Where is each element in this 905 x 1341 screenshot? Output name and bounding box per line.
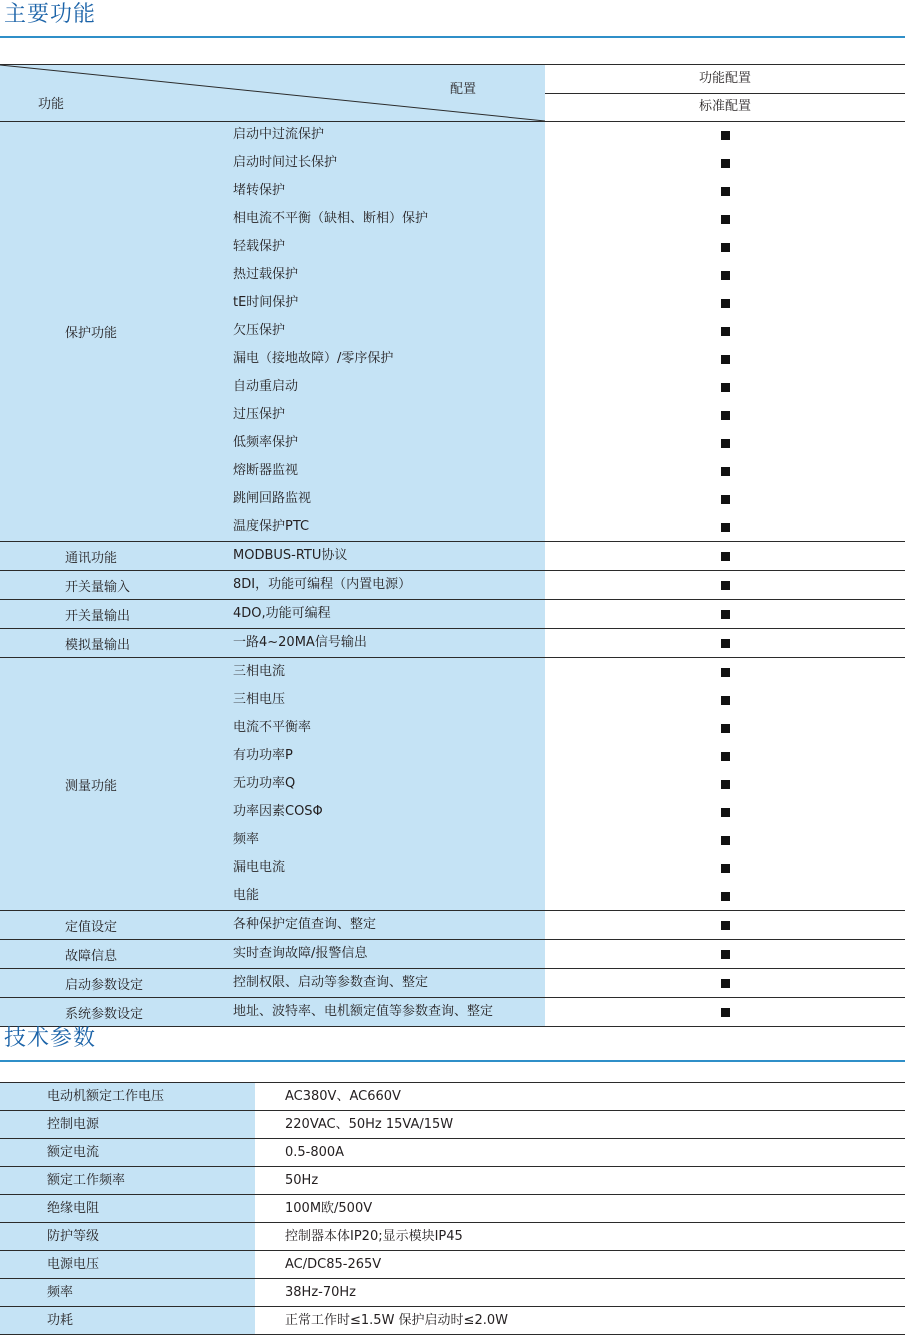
function-item-list [233,121,545,541]
function-group [0,911,905,940]
function-group [0,658,905,911]
function-group-left [0,911,545,939]
filled-square-icon [721,724,730,733]
functions-table [0,64,905,1027]
function-item: 跳闸回路监视 [233,491,312,506]
tech-param-row [0,1195,905,1223]
function-group [0,571,905,600]
header-standard-column: 标准配置 [698,99,751,114]
function-item: MODBUS-RTU协议 [233,548,348,563]
function-group-left [0,542,545,570]
standard-config-cell [545,485,905,513]
standard-config-cell [545,998,905,1026]
standard-config-cell [545,233,905,261]
function-item: 欠压保护 [233,323,286,338]
tech-param-row [0,1083,905,1111]
function-item: 电能 [233,888,260,903]
tech-params-table [0,1082,905,1335]
tech-param-label: 电动机额定工作电压 [0,1083,255,1110]
standard-config-cell [545,205,905,233]
function-item-list [233,542,545,570]
filled-square-icon [721,159,730,168]
tech-param-row [0,1251,905,1279]
function-group [0,969,905,998]
tech-param-label: 频率 [0,1279,255,1306]
function-group-name: 测量功能 [65,778,118,794]
filled-square-icon [721,752,730,761]
function-group-name: 启动参数设定 [65,977,144,993]
function-group-name: 系统参数设定 [65,1006,144,1022]
function-item: 相电流不平衡（缺相、断相）保护 [233,211,429,226]
standard-config-cell [545,571,905,599]
tech-param-value: 220VAC、50Hz 15VA/15W [285,1117,454,1132]
function-group-name: 通讯功能 [65,550,118,566]
standard-config-cell [545,345,905,373]
tech-param-label: 额定电流 [0,1139,255,1166]
tech-param-row [0,1111,905,1139]
filled-square-icon [721,355,730,364]
filled-square-icon [721,610,730,619]
standard-config-cell [545,686,905,714]
function-item-list [233,911,545,939]
filled-square-icon [721,581,730,590]
standard-config-cell [545,770,905,798]
standard-config-cell [545,457,905,485]
filled-square-icon [721,639,730,648]
standard-config-cells [545,571,905,599]
standard-config-cells [545,969,905,997]
standard-config-cell [545,742,905,770]
tech-title-rule [0,1060,905,1062]
standard-config-cells [545,121,905,541]
standard-config-cell [545,798,905,826]
standard-config-cell [545,429,905,457]
function-item: 温度保护PTC [233,519,310,534]
header-bottom-rule [0,121,905,122]
tech-param-row [0,1307,905,1335]
standard-config-cell [545,261,905,289]
standard-config-cell [545,289,905,317]
standard-config-cell [545,373,905,401]
standard-config-cell [545,600,905,628]
filled-square-icon [721,950,730,959]
standard-config-cells [545,658,905,910]
filled-square-icon [721,327,730,336]
function-group [0,542,905,571]
function-item: tE时间保护 [233,295,299,310]
function-group-left [0,629,545,657]
tech-param-label: 额定工作频率 [0,1167,255,1194]
header-config-column: 功能配置 [545,65,905,94]
filled-square-icon [721,383,730,392]
tech-param-label: 防护等级 [0,1223,255,1250]
filled-square-icon [721,1008,730,1017]
function-item: 无功功率Q [233,776,296,791]
standard-config-cell [545,121,905,149]
header-config-label: 配置 [450,82,477,97]
standard-config-cell [545,911,905,939]
function-item: 控制权限、启动等参数查询、整定 [233,975,429,990]
tech-param-label: 功耗 [0,1307,255,1334]
function-item-list [233,998,545,1026]
function-item: 漏电（接地故障）/零序保护 [233,351,394,366]
tech-param-label: 电源电压 [0,1251,255,1278]
standard-config-cells [545,911,905,939]
function-item: 熔断器监视 [233,463,299,478]
function-item: 低频率保护 [233,435,299,450]
filled-square-icon [721,864,730,873]
function-group-left [0,969,545,997]
function-group [0,940,905,969]
tech-param-row [0,1223,905,1251]
function-group-left [0,571,545,599]
function-item: 三相电流 [233,664,286,679]
standard-config-cell [545,882,905,910]
filled-square-icon [721,836,730,845]
standard-config-cells [545,600,905,628]
standard-config-cell [545,854,905,882]
tech-param-label: 控制电源 [0,1111,255,1138]
filled-square-icon [721,696,730,705]
filled-square-icon [721,808,730,817]
filled-square-icon [721,411,730,420]
function-item: 热过载保护 [233,267,299,282]
header-function-label: 功能 [38,97,65,112]
filled-square-icon [721,495,730,504]
standard-config-cell [545,969,905,997]
tech-section-title: 技术参数 [4,1026,97,1051]
functions-table-body [0,121,905,1027]
function-item: 启动时间过长保护 [233,155,338,170]
function-group [0,629,905,658]
function-item: 启动中过流保护 [233,127,325,142]
filled-square-icon [721,271,730,280]
tech-param-row [0,1167,905,1195]
function-item: 自动重启动 [233,379,299,394]
standard-config-cells [545,542,905,570]
function-group-name: 开关量输入 [65,579,131,595]
filled-square-icon [721,921,730,930]
function-group [0,121,905,542]
filled-square-icon [721,892,730,901]
functions-title-rule [0,36,905,38]
functions-table-header [0,64,905,121]
standard-config-cell [545,177,905,205]
tech-param-value: 控制器本体IP20;显示模块IP45 [285,1229,463,1244]
standard-config-cell [545,714,905,742]
filled-square-icon [721,131,730,140]
tech-param-value: 100M欧/500V [285,1201,373,1216]
function-item: 8DI，功能可编程（内置电源） [233,577,412,592]
standard-config-cell [545,658,905,686]
tech-param-row [0,1279,905,1307]
tech-param-value: 0.5-800A [285,1145,345,1160]
function-group [0,998,905,1027]
filled-square-icon [721,780,730,789]
tech-param-value: 38Hz-70Hz [285,1285,356,1300]
standard-config-cell [545,317,905,345]
function-item-list [233,969,545,997]
tech-param-value: 正常工作时≤1.5W 保护启动时≤2.0W [285,1313,508,1328]
function-item-list [233,629,545,657]
standard-config-cell [545,149,905,177]
filled-square-icon [721,552,730,561]
filled-square-icon [721,467,730,476]
standard-config-cells [545,998,905,1026]
function-item-list [233,571,545,599]
function-group-name: 模拟量输出 [65,637,131,653]
tech-param-value: AC/DC85-265V [285,1257,382,1272]
standard-config-cell [545,513,905,541]
tech-param-value: AC380V、AC660V [285,1089,401,1104]
standard-config-cell [545,826,905,854]
standard-config-cells [545,629,905,657]
function-item: 堵转保护 [233,183,286,198]
function-group-name: 定值设定 [65,919,118,935]
function-item: 电流不平衡率 [233,720,312,735]
function-item: 实时查询故障/报警信息 [233,946,368,961]
function-item: 各种保护定值查询、整定 [233,917,377,932]
standard-config-cell [545,542,905,570]
function-item: 频率 [233,832,260,847]
function-item: 有功功率P [233,748,293,763]
function-item: 漏电电流 [233,860,286,875]
function-item: 4DO,功能可编程 [233,606,331,621]
filled-square-icon [721,668,730,677]
function-group [0,600,905,629]
function-item: 三相电压 [233,692,286,707]
function-group-left [0,658,545,910]
function-group-name: 开关量输出 [65,608,131,624]
function-item-list [233,600,545,628]
function-item: 过压保护 [233,407,286,422]
function-group-name: 故障信息 [65,948,118,964]
standard-config-cell [545,629,905,657]
function-item-list [233,940,545,968]
tech-param-value: 50Hz [285,1173,319,1188]
standard-config-cell [545,401,905,429]
filled-square-icon [721,979,730,988]
function-item: 轻载保护 [233,239,286,254]
function-item-list [233,658,545,910]
function-group-left [0,998,545,1026]
function-group-left [0,121,545,541]
standard-config-cells [545,940,905,968]
functions-section-title: 主要功能 [4,2,97,27]
filled-square-icon [721,187,730,196]
function-item: 功率因素COSΦ [233,804,323,819]
filled-square-icon [721,523,730,532]
function-item: 一路4~20MA信号输出 [233,635,367,650]
function-group-left [0,600,545,628]
filled-square-icon [721,215,730,224]
function-item: 地址、波特率、电机额定值等参数查询、整定 [233,1004,494,1019]
tech-param-row [0,1139,905,1167]
tech-param-label: 绝缘电阻 [0,1195,255,1222]
standard-config-cell [545,940,905,968]
filled-square-icon [721,439,730,448]
filled-square-icon [721,243,730,252]
filled-square-icon [721,299,730,308]
function-group-name: 保护功能 [65,325,118,341]
function-group-left [0,940,545,968]
